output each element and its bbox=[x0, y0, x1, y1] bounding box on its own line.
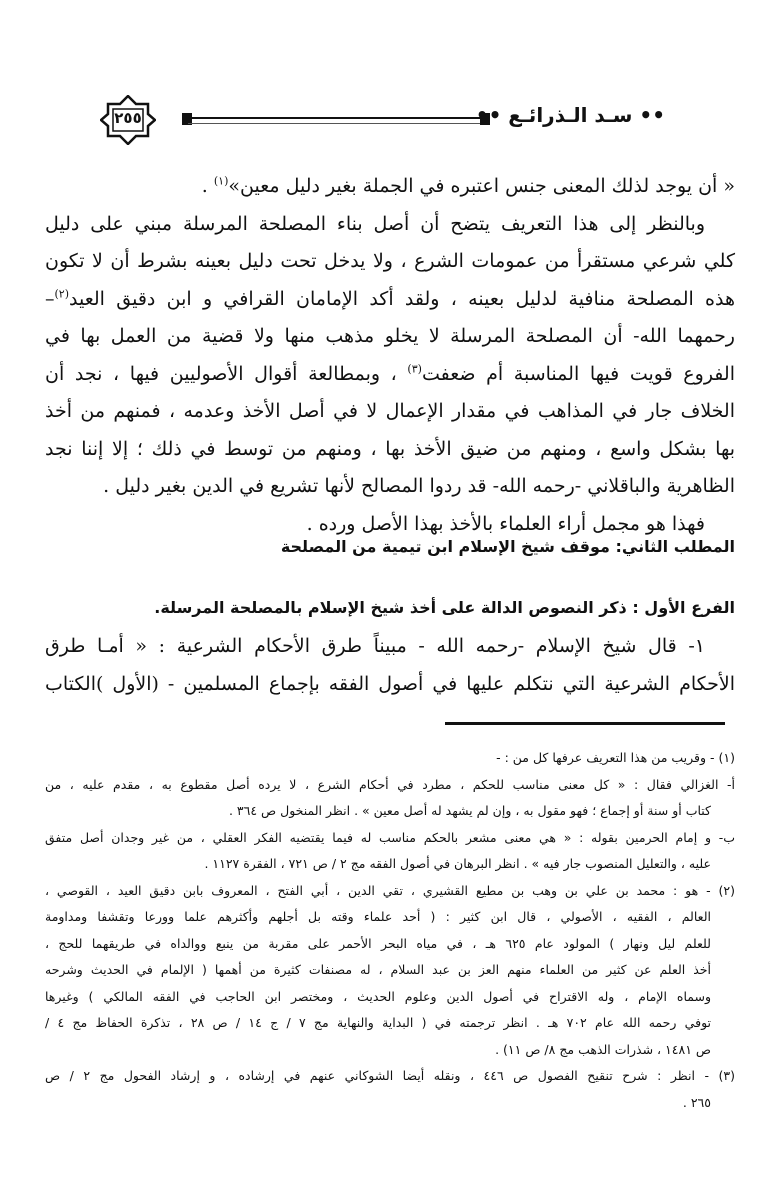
footnote-line: العالم ، الفقيه ، الأصولي ، قال ابن كثير : ( أحد علماء وقته بل أجلهم وأكثرهم علما وورعا وتقشفا ومداومة bbox=[45, 909, 711, 924]
section-heading: المطلب الثاني: موقف شيخ الإسلام ابن تيمية من المصلحة bbox=[280, 537, 735, 556]
text-line: كلي شرعي مستقرأ من عمومات الشرع ، ولا يدخل تحت دليل بعينه بشرط أن لا تكون bbox=[45, 250, 735, 272]
footnote-line: (٣) - انظر : شرح تنقيح الفصول ص ٤٤٦ ، ونقله أيضا الشوكاني عنهم في إرشاده ، و إرشاد الفحول مج ٢ / ص bbox=[45, 1068, 735, 1083]
text-line bbox=[45, 356, 735, 394]
footnote-line: كتاب أو سنة أو إجماع ؛ فهو مقول به ، وإن لم يشهد له أصل معين » . انظر المنخول ص ٣٦٤ . bbox=[228, 803, 711, 818]
header-rule bbox=[188, 117, 488, 124]
page-number: ٢٥٥ bbox=[114, 109, 142, 127]
text-line: بها بشكل واسع ، ومنهم من ضيق الأخذ بها ، ومنهم من توسط في ذلك ؛ إلا إننا نجد bbox=[45, 437, 735, 460]
footnote-line: توفي رحمه الله عام ٧٠٢ هـ . انظر ترجمته في ( البداية والنهاية مج ٧ / ج ١٤ / ص ٢٨ ، تذكرة الحفاظ مج ٤ / bbox=[45, 1015, 712, 1030]
text-punctuation: . bbox=[201, 175, 214, 197]
footnote-marker[interactable]: (٣) bbox=[407, 362, 422, 376]
text-line: الأحكام الشرعية التي نتكلم عليها في أصول الفقه بإجماع المسلمين - (الأول )الكتاب bbox=[45, 672, 735, 695]
page-header bbox=[100, 95, 665, 145]
text-line-content: هذه المصلحة منافية لدليل بعينه ، ولقد أكد الإمامان القرافي و ابن دقيق العيد bbox=[69, 287, 735, 310]
text-line: الظاهرية والباقلاني -رحمه الله- قد ردوا المصالح لأنها تشريع في الدين بغير دليل . bbox=[103, 475, 735, 497]
text-line-content: الفروع قويت فيها المناسبة أم ضعفت bbox=[421, 362, 735, 385]
quote-paragraph bbox=[45, 628, 735, 703]
footnote-line: ٢٦٥ . bbox=[682, 1094, 711, 1110]
footnotes bbox=[45, 745, 735, 1116]
footnote-marker[interactable]: (١) bbox=[213, 174, 229, 188]
footnote-line: ب- و إمام الحرمين بقوله : « هي معنى مشعر بالحكم مناسب له فيما يقتضيه الفكر العقلي ، من غير وجدان أصل متفق bbox=[45, 829, 735, 845]
text-line: الخلاف جار في المذاهب في مقدار الإعمال لا في أصل الأخذ وعدمه ، فمنهم من أخذ bbox=[45, 400, 735, 422]
subsection-heading: الفرع الأول : ذكر النصوص الدالة على أخذ شيخ الإسلام بالمصلحة المرسلة. bbox=[154, 598, 735, 617]
page-number-ornament bbox=[100, 95, 156, 145]
footnote-line: للعلم ليل ونهار ) المولود عام ٦٢٥ هـ ، في مياه البحر الأحمر على مقربة من ينبع ووالداه في طريقهما للحج ، bbox=[45, 935, 711, 951]
running-title: •• سـد الـذرائـع •• bbox=[475, 103, 665, 127]
text-line bbox=[45, 281, 735, 319]
text-line-content: ، وبمطالعة أقوال الأصوليين فيها ، نجد أن bbox=[45, 362, 408, 385]
text-line-content: « أن يوجد لذلك المعنى جنس اعتبره في الجملة بغير دليل معين» bbox=[228, 175, 735, 197]
footnote-line: وسماه الإمام ، وله الاقتراح في أصول الدين وعلوم الحديث ، ومختصر ابن الحاجب في الفقه المالكي ) وغيرها bbox=[45, 988, 711, 1004]
footnote-line: (١) - وقريب من هذا التعريف عرفها كل من : - bbox=[496, 750, 735, 765]
footnote-line: أخذ العلم عن كثير من العلماء منهم العز بن عبد السلام ، له مصنفات كثيرة من أهمها ( الإلمام في الحديث وشرحه bbox=[45, 962, 711, 977]
footnote-line: (٢) - هو : محمد بن علي بن وهب بن مطيع القشيري ، تقي الدين ، أبي الفتح ، المعروف بابن دقيق العيد ، القوصي ، bbox=[45, 882, 735, 898]
text-line: رحمهما الله- أن المصلحة المرسلة لا يخلو مذهب منها ولا قضية من العمل بها في bbox=[45, 325, 735, 347]
body-paragraphs bbox=[45, 168, 735, 543]
text-line bbox=[45, 168, 735, 206]
text-line: ١- قال شيخ الإسلام -رحمه الله - مبيناً طرق الأحكام الشرعية : « أمـا طرق bbox=[45, 635, 705, 657]
footnote-line: ص ١٤٨١ ، شذرات الذهب مج ٨/ ص ١١) . bbox=[495, 1041, 711, 1057]
footnote-separator bbox=[445, 722, 725, 725]
footnote-line: أ- الغزالي فقال : « كل معنى مناسب للحكم ، مطرد في أحكام الشرع ، لا يرده أصل مقطوع به ، مقدم عليه ، من bbox=[45, 776, 735, 792]
text-line: وبالنظر إلى هذا التعريف يتضح أن أصل بناء المصلحة المرسلة مبني على دليل bbox=[45, 212, 705, 235]
text-punctuation: – bbox=[45, 287, 55, 310]
footnote-line: عليه ، والتعليل المنصوب جار فيه » . انظر البرهان في أصول الفقه مج ٢ / ص ٧٢١ ، الفقرة ١١٢٧ . bbox=[204, 856, 711, 871]
footnote-marker[interactable]: (٢) bbox=[54, 287, 70, 301]
text-line: فهذا هو مجمل أراء العلماء بالأخذ بهذا الأصل ورده . bbox=[306, 512, 705, 535]
